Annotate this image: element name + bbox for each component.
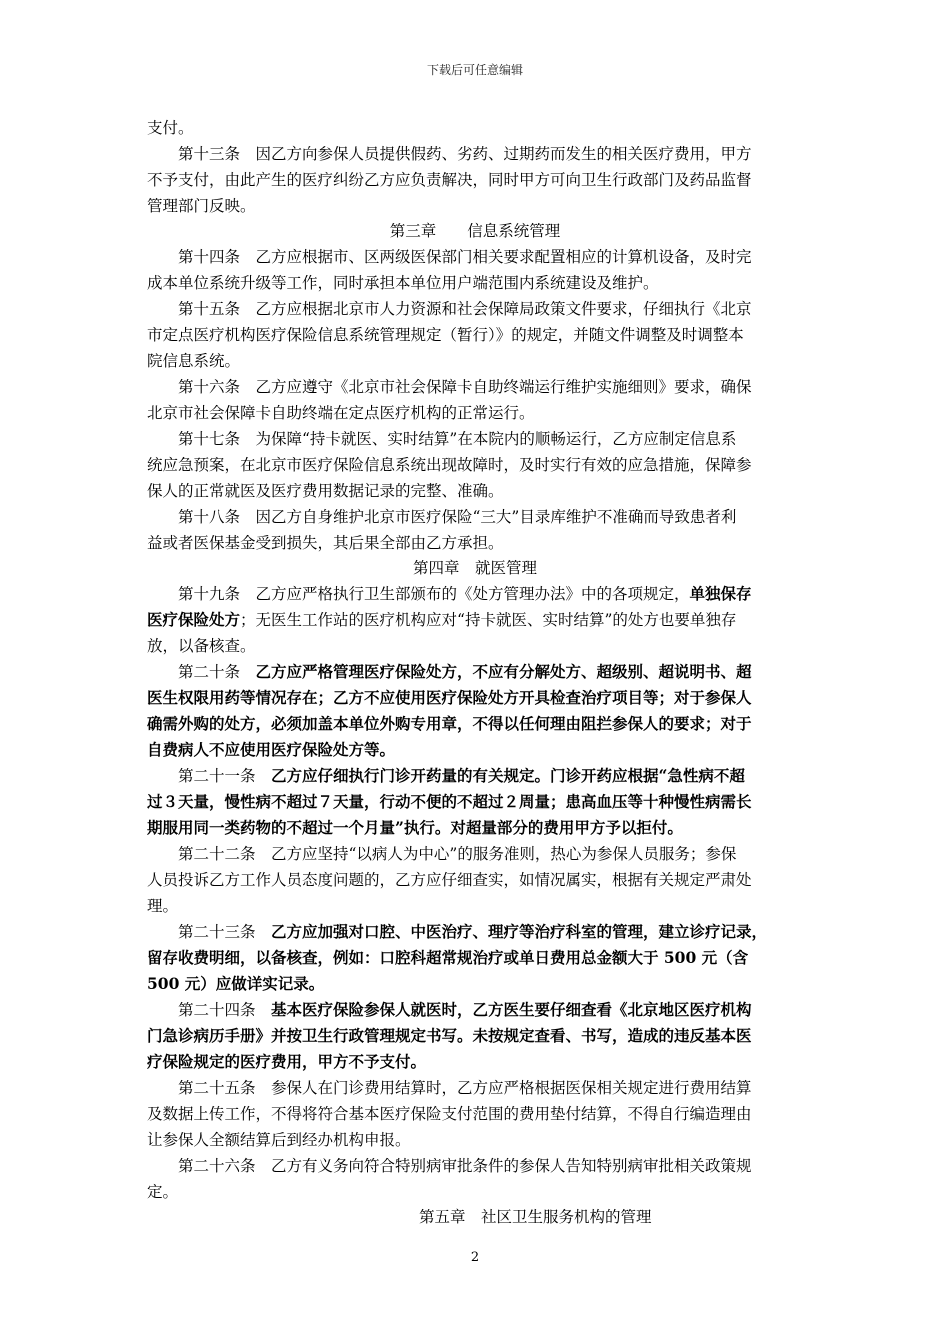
text-line: 让参保人全额结算后到经办机构申报。 (147, 1131, 411, 1149)
text-line: 市定点医疗机构医疗保险信息系统管理规定（暂行）》的规定，并随文件调整及时调整本 (147, 326, 744, 344)
text-line: 第二十五条 参保人在门诊费用结算时，乙方应严格根据医保相关规定进行费用结算 (178, 1079, 752, 1097)
text-line: 北京市社会保障卡自助终端在定点医疗机构的正常运行。 (147, 404, 535, 422)
article-18 (147, 504, 803, 556)
text-line (147, 763, 803, 789)
article-17 (147, 426, 803, 504)
text-line (147, 919, 803, 945)
text-line: 理。 (147, 897, 179, 915)
page-number: 2 (470, 1250, 480, 1265)
page-header: 下载后可任意编辑 (426, 63, 523, 77)
text-line: 医生权限用药等情况存在；乙方不应使用医疗保险处方开具检查治疗项目等；对于参保人 (147, 688, 752, 707)
bold-text-span: 乙方应严格管理医疗保险处方，不应有分解处方、超级别、超说明书、超 (255, 662, 752, 681)
article-14 (147, 244, 803, 296)
text-line: 成本单位系统升级等工作，同时承担本单位用户端范围内系统建设及维护。 (147, 274, 659, 292)
text-span: 第二十四条 (178, 1001, 272, 1019)
text-line: 500 元）应做详实记录。 (147, 974, 325, 993)
text-line: 第二十六条 乙方有义务向符合特别病审批条件的参保人告知特别病审批相关政策规 (178, 1157, 752, 1175)
bold-text-span: 乙方应加强对口腔、中医治疗、理疗等治疗科室的管理，建立诊疗记录， (271, 922, 768, 941)
article-16 (147, 374, 803, 426)
text-line: 不予支付，由此产生的医疗纠纷乙方应负责解决，同时甲方可向卫生行政部门及药品监督 (147, 171, 752, 189)
chapter-3-heading: 第三章 信息系统管理 (389, 222, 561, 240)
text-line (147, 659, 803, 685)
article-26 (147, 1153, 803, 1205)
text-line: 支付。 (147, 119, 194, 137)
text-span: 第二十三条 (178, 923, 272, 941)
text-line: 益或者医保基金受到损失，其后果全部由乙方承担。 (147, 534, 504, 552)
text-line: 定。 (147, 1183, 179, 1201)
text-line: 第二十二条 乙方应坚持“以病人为中心”的服务准则，热心为参保人员服务；参保 (178, 845, 737, 863)
bold-text-span: 医疗保险处方 (147, 610, 241, 629)
article-13 (147, 141, 803, 219)
bold-text-span: 基本医疗保险参保人就医时，乙方医生要仔细查看《北京地区医疗机构 (271, 1000, 752, 1019)
text-line: 院信息系统。 (147, 352, 241, 370)
text-line: 第十四条 乙方应根据市、区两级医保部门相关要求配置相应的计算机设备，及时完 (178, 248, 752, 266)
text-span: ；无医生工作站的医疗机构应对“持卡就医、实时结算”的处方也要单独存 (240, 611, 737, 629)
article-15 (147, 296, 803, 374)
text-line (147, 607, 803, 633)
text-line: 保人的正常就医及医疗费用数据记录的完整、准确。 (147, 482, 504, 500)
chapter-4-heading: 第四章 就医管理 (412, 559, 537, 577)
text-span: 第二十一条 (178, 767, 272, 785)
document-body (147, 115, 803, 1230)
article-25 (147, 1075, 803, 1153)
text-span: 第十九条 乙方应严格执行卫生部颁布的《处方管理办法》中的各项规定， (178, 585, 690, 603)
text-line: 第十六条 乙方应遵守《北京市社会保障卡自助终端运行维护实施细则》要求，确保 (178, 378, 752, 396)
text-line (147, 581, 803, 607)
text-line: 管理部门反映。 (147, 197, 256, 215)
text-line: 过３天量，慢性病不超过７天量，行动不便的不超过２周量；患高血压等十种慢性病需长 (147, 792, 752, 811)
text-line: 放，以备核查。 (147, 637, 256, 655)
text-line: 人员投诉乙方工作人员态度问题的，乙方应仔细查实，如情况属实，根据有关规定严肃处 (147, 871, 752, 889)
article-19 (147, 581, 803, 659)
text-line (147, 997, 803, 1023)
article-21 (147, 763, 803, 841)
text-line: 期服用同一类药物的不超过一个月量”执行。对超量部分的费用甲方予以拒付。 (147, 818, 683, 837)
text-line: 第十三条 因乙方向参保人员提供假药、劣药、过期药而发生的相关医疗费用，甲方 (178, 145, 752, 163)
text-line: 第十八条 因乙方自身维护北京市医疗保险“三大”目录库维护不准确而导致患者利 (178, 508, 737, 526)
text-line: 第十七条 为保障“持卡就医、实时结算”在本院内的顺畅运行，乙方应制定信息系 (178, 430, 737, 448)
article-23 (147, 919, 803, 997)
article-24 (147, 997, 803, 1075)
bold-text-span: 单独保存 (689, 584, 752, 603)
text-line: 留存收费明细，以备核查，例如：口腔科超常规治疗或单日费用总金额大于 500 元（含 (147, 948, 749, 967)
text-span: 第二十条 (178, 663, 256, 681)
text-line: 疗保险规定的医疗费用，甲方不予支付。 (147, 1052, 427, 1071)
text-line: 第十五条 乙方应根据北京市人力资源和社会保障局政策文件要求，仔细执行《北京 (178, 300, 752, 318)
bold-text-span: 乙方应仔细执行门诊开药量的有关规定。门诊开药应根据“急性病不超 (271, 766, 745, 785)
text-line: 确需外购的处方，必须加盖本单位外购专用章，不得以任何理由阻拦参保人的要求；对于 (147, 714, 752, 733)
text-line: 自费病人不应使用医疗保险处方等。 (147, 740, 396, 759)
chapter-5-heading: 第五章 社区卫生服务机构的管理 (419, 1208, 652, 1226)
text-line: 统应急预案，在北京市医疗保险信息系统出现故障时，及时实行有效的应急措施，保障参 (147, 456, 752, 474)
article-20 (147, 659, 803, 763)
text-line: 门急诊病历手册》并按卫生行政管理规定书写。未按规定查看、书写，造成的违反基本医 (147, 1026, 752, 1045)
article-22 (147, 841, 803, 919)
text-line: 及数据上传工作，不得将符合基本医疗保险支付范围的费用垫付结算，不得自行编造理由 (147, 1105, 752, 1123)
